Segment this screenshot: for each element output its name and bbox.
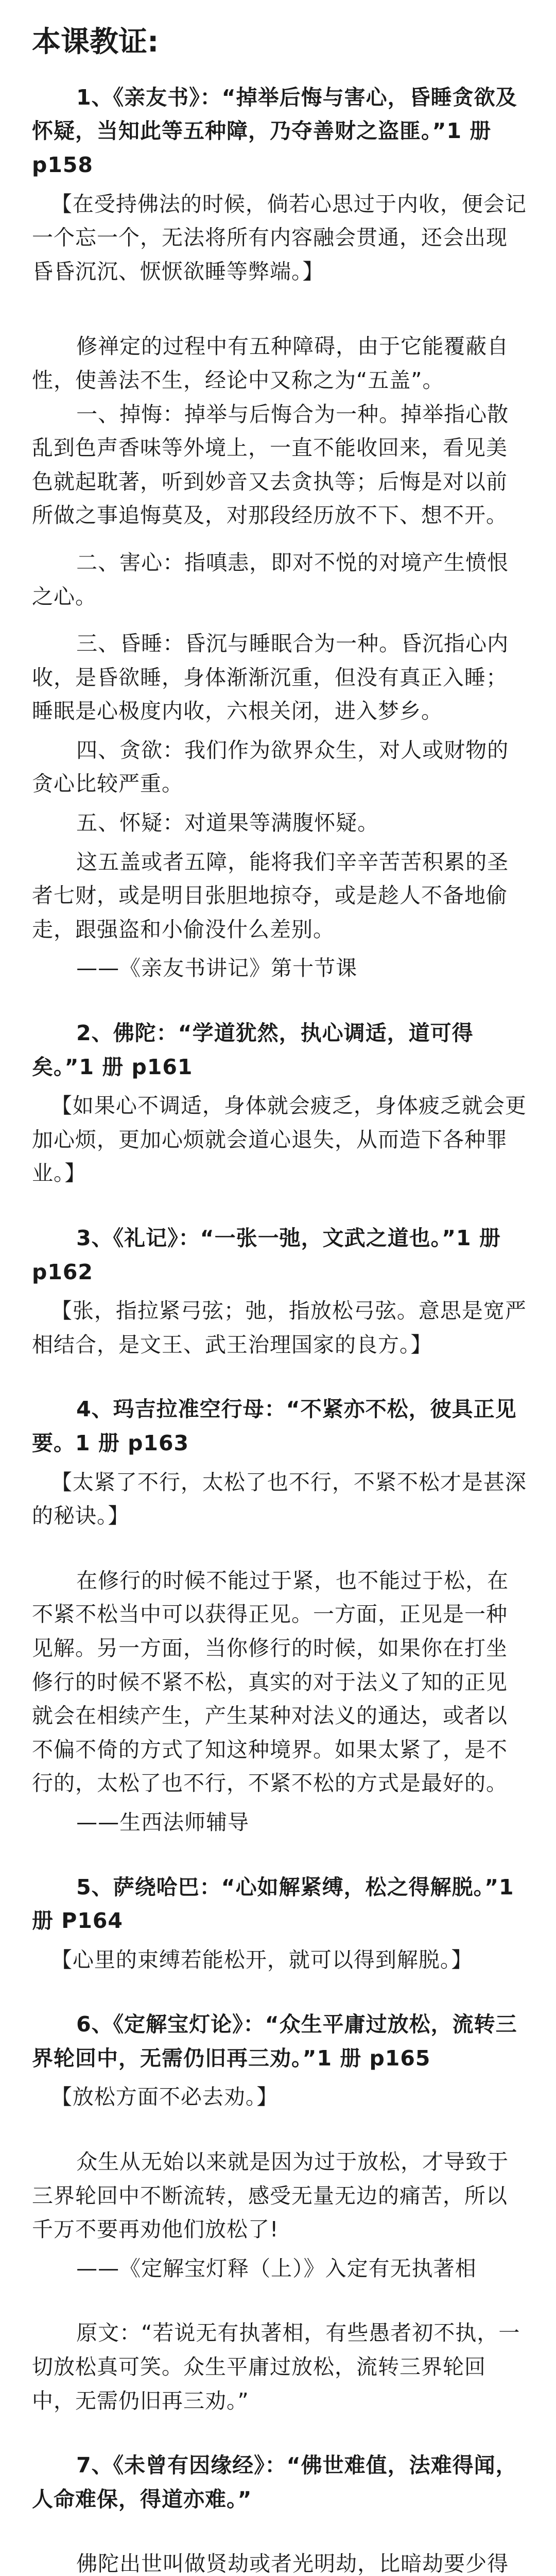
paragraph-4-1: 在修行的时候不能过于紧，也不能过于松，在不紧不松当中可以获得正见。一方面，正见是一种见解。另一方面，当你修行的时候，如果你在打坐修行的时候不紧不松，真实的对于法义了知的正见就会在相续产生，产生某种对法义的通达，或者以不偏不倚的方式了知这种境界。如果太紧了，是不行的，太松了也不行，不紧不松的方式是最好的。 — [32, 1568, 509, 1796]
quote-2: 2、佛陀：“学道犹然，执心调适，道可得矣。”1 册 p161 — [32, 1021, 474, 1079]
note-6: 【放松方面不必去劝。】 — [50, 2084, 279, 2110]
paragraph-1-7: 这五盖或者五障，能将我们辛辛苦苦积累的圣者七财，或是明目张胆地掠夺，或是趁人不备地偷走，跟强盗和小偷没什么差别。 — [32, 849, 509, 942]
note-1: 【在受持佛法的时候，倘若心思过于内收，便会记一个忘一个，无法将所有内容融会贯通，还会出现昏昏沉沉、恹恹欲睡等弊端。】 — [32, 191, 527, 284]
quote-5: 5、萨绕哈巴：“心如解紧缚，松之得解脱。”1 册 P164 — [32, 1874, 514, 1934]
quote-3: 3、《礼记》：“一张一弛，文武之道也。”1 册 p162 — [32, 1226, 501, 1284]
note-5: 【心里的束缚若能松开，就可以得到解脱。】 — [50, 1947, 473, 1972]
note-4: 【太紧了不行，太松了也不行，不紧不松才是甚深的秘诀。】 — [32, 1469, 527, 1529]
paragraph-1-6: 五、怀疑：对道果等满腹怀疑。 — [76, 810, 379, 836]
paragraph-1-4: 三、昏睡：昏沉与睡眠合为一种。昏沉指心内收，是昏欲睡，身体渐渐沉重，但没有真正入睡；睡眠是心极度内收，六根关闭，进入梦乡。 — [32, 631, 509, 724]
note-3: 【张，指拉紧弓弦；弛，指放松弓弦。意思是宽严相结合，是文王、武王治理国家的良方。】 — [32, 1298, 527, 1357]
paragraph-7-1: 佛陀出世叫做贤劫或者光明劫，比暗劫要少得 — [76, 2551, 509, 2576]
paragraph-1-5: 四、贪欲：我们作为欲界众生，对人或财物的贪心比较严重。 — [32, 737, 509, 796]
signature-1: ——《亲友书讲记》第十节课 — [76, 956, 358, 981]
quote-4: 4、玛吉拉准空行母：“不紧亦不松，彼具正见要。1 册 p163 — [32, 1397, 517, 1455]
quote-1: 1、《亲友书》：“掉举后悔与害心，昏睡贪欲及怀疑，当知此等五种障，乃夺善财之盗匪。”1 册 p158 — [32, 84, 517, 177]
signature-6: ——《定解宝灯释（上）》入定有无执著相 — [76, 2256, 477, 2281]
signature-4: ——生西法师辅导 — [76, 1809, 250, 1835]
paragraph-1-1: 修禅定的过程中有五种障碍，由于它能覆蔽自性，使善法不生，经论中又称之为“五盖”。 — [32, 334, 509, 393]
paragraph-1-2: 一、掉悔：掉举与后悔合为一种。掉举指心散乱到色声香味等外境上，一直不能收回来，看见美色就起耽著，听到妙音又去贪执等；后悔是对以前所做之事追悔莫及，对那段经历放不下、想不开。 — [32, 401, 509, 528]
paragraph-6-2: 原文：“若说无有执著相，有些愚者初不执，一切放松真可笑。众生平庸过放松，流转三界轮回中，无需仍旧再三劝。” — [32, 2320, 520, 2413]
paragraph-6-1: 众生从无始以来就是因为过于放松，才导致于三界轮回中不断流转，感受无量无边的痛苦，所以千万不要再劝他们放松了! — [32, 2149, 509, 2242]
page-title: 本课教证: — [32, 25, 159, 59]
quote-7: 7、《未曾有因缘经》：“佛世难值，法难得闻，人命难保，得道亦难。” — [32, 2453, 517, 2512]
note-2: 【如果心不调适，身体就会疲乏，身体疲乏就会更加心烦，更加心烦就会道心退失，从而造下各种罪业。】 — [32, 1093, 527, 1186]
quote-6: 6、《定解宝灯论》：“众生平庸过放松，流转三界轮回中，无需仍旧再三劝。”1 册 p165 — [32, 2012, 517, 2071]
paragraph-1-3: 二、害心：指嗔恚，即对不悦的对境产生愤恨之心。 — [32, 550, 509, 609]
